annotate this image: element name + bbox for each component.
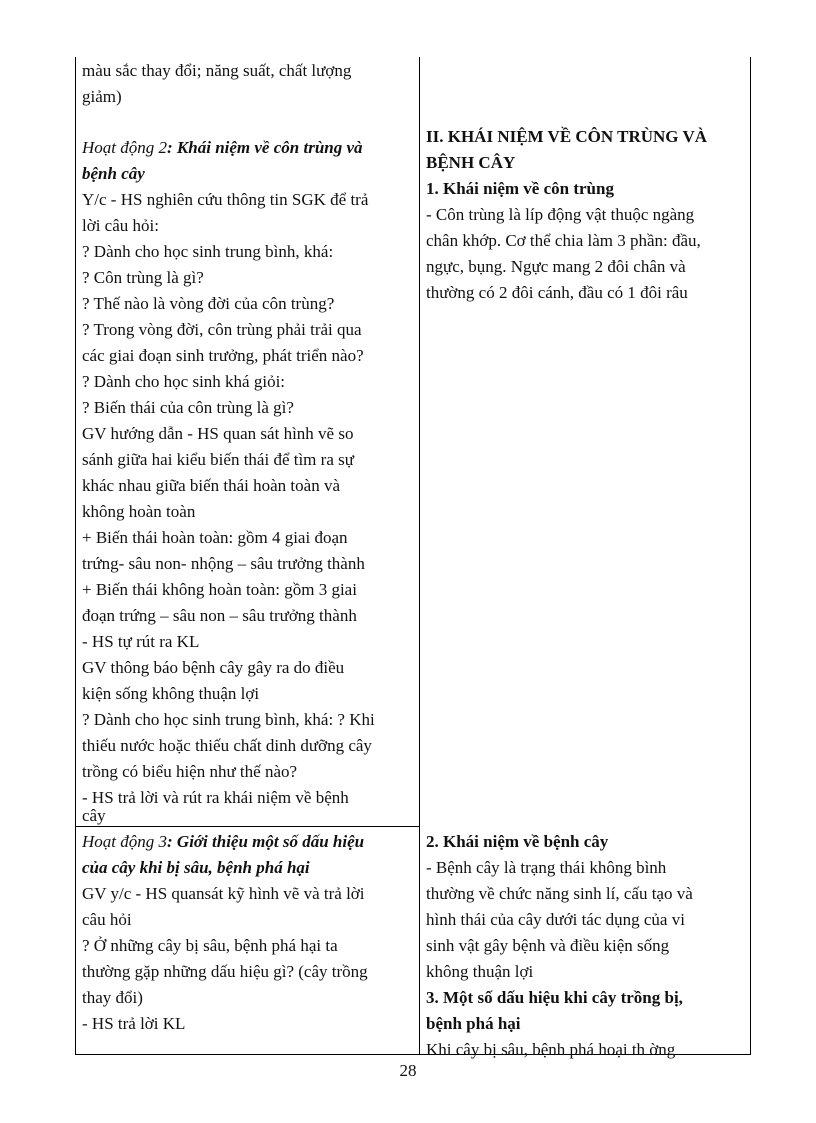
text-line: khác nhau giữa biến thái hoàn toàn và [82, 476, 340, 495]
text-line: - Bệnh cây là trạng thái không bình [426, 858, 667, 877]
page-number: 28 [399, 1061, 417, 1080]
text-line: các giai đoạn sinh trưởng, phát triển nào? [82, 346, 364, 365]
text-line: cây [82, 806, 106, 825]
activity-2-label: Hoạt động 2 [82, 138, 167, 157]
text-line: thường gặp những dấu hiệu gì? (cây trồng [82, 962, 368, 981]
text-line: thiếu nước hoặc thiếu chất dinh dưỡng cây [82, 736, 372, 755]
text-line: ? Biến thái của côn trùng là gì? [82, 398, 294, 417]
text-line: lời câu hỏi: [82, 216, 159, 235]
text-line: thường về chức năng sinh lí, cấu tạo và [426, 884, 693, 903]
text-line: đoạn trứng – sâu non – sâu trưởng thành [82, 606, 357, 625]
text-line: sánh giữa hai kiểu biến thái để tìm ra sự [82, 450, 354, 469]
text-line: thay đổi) [82, 988, 143, 1007]
subsection-1-title: 1. Khái niệm về côn trùng [426, 179, 614, 198]
subsection-3-title-cont: bệnh phá hại [426, 1014, 521, 1033]
text-line: Y/c - HS nghiên cứu thông tin SGK để trả [82, 190, 369, 209]
activity-2-title-cont: bệnh cây [82, 164, 145, 183]
table-column-divider [419, 57, 420, 1055]
text-line: không thuận lợi [426, 962, 534, 981]
text-line: - Côn trùng là líp động vật thuộc ngàng [426, 205, 695, 224]
text-line: GV thông báo bệnh cây gây ra do điều [82, 658, 345, 677]
text-line: ? Thế nào là vòng đời của côn trùng? [82, 294, 335, 313]
text-line: sinh vật gây bệnh và điều kiện sống [426, 936, 670, 955]
text-line: giảm) [82, 87, 122, 106]
subsection-2-title: 2. Khái niệm về bệnh cây [426, 832, 609, 851]
text-line: ? Ở những cây bị sâu, bệnh phá hại ta [82, 936, 338, 955]
text-line: + Biến thái không hoàn toàn: gồm 3 giai [82, 580, 357, 599]
activity-2-heading: Hoạt động 2: Khái niệm về côn trùng và [82, 138, 363, 157]
text-line: thường có 2 đôi cánh, đầu có 1 đôi râu [426, 283, 688, 302]
text-line: không hoàn toàn [82, 502, 196, 521]
text-line: GV y/c - HS quansát kỹ hình vẽ và trả lời [82, 884, 365, 903]
text-line: + Biến thái hoàn toàn: gồm 4 giai đoạn [82, 528, 348, 547]
text-line: ? Dành cho học sinh trung bình, khá: ? Khi [82, 710, 375, 729]
text-line: GV hướng dẫn - HS quan sát hình vẽ so [82, 424, 354, 443]
section-title: II. KHÁI NIỆM VỀ CÔN TRÙNG VÀ [426, 127, 708, 146]
text-line: Khi cây bị sâu, bệnh phá hoại th ờng [426, 1040, 676, 1059]
table-border-right [750, 57, 751, 1055]
table-row-divider [75, 826, 420, 827]
text-line: kiện sống không thuận lợi [82, 684, 260, 703]
text-line: - HS trả lời và rút ra khái niệm về bệnh [82, 788, 349, 807]
activity-3-label: Hoạt động 3 [82, 832, 167, 851]
text-line: - HS trả lời KL [82, 1014, 186, 1033]
text-line: ? Dành cho học sinh khá giỏi: [82, 372, 286, 391]
subsection-3-title: 3. Một số dấu hiệu khi cây trồng bị, [426, 988, 683, 1007]
activity-2-title: Khái niệm về côn trùng và [176, 138, 363, 157]
text-line: câu hỏi [82, 910, 132, 929]
text-line: hình thái của cây dưới tác dụng của vi [426, 910, 685, 929]
activity-3-heading: Hoạt động 3: Giới thiệu một số dấu hiệu [82, 832, 365, 851]
text-line: chân khớp. Cơ thể chia làm 3 phần: đầu, [426, 231, 701, 250]
text-line: ? Côn trùng là gì? [82, 268, 204, 287]
table-border-left [75, 57, 76, 1055]
text-line: ngực, bụng. Ngực mang 2 đôi chân và [426, 257, 686, 276]
activity-3-title-cont: của cây khi bị sâu, bệnh phá hại [82, 858, 310, 877]
text-line: ? Dành cho học sinh trung bình, khá: [82, 242, 334, 261]
text-line: màu sắc thay đổi; năng suất, chất lượng [82, 61, 352, 80]
text-line: trồng có biểu hiện như thế nào? [82, 762, 298, 781]
text-line: trứng- sâu non- nhộng – sâu trưởng thành [82, 554, 365, 573]
section-title-cont: BỆNH CÂY [426, 153, 516, 172]
text-line: - HS tự rút ra KL [82, 632, 200, 651]
activity-3-title: Giới thiệu một số dấu hiệu [176, 832, 365, 851]
text-line: ? Trong vòng đời, côn trùng phải trải qua [82, 320, 362, 339]
